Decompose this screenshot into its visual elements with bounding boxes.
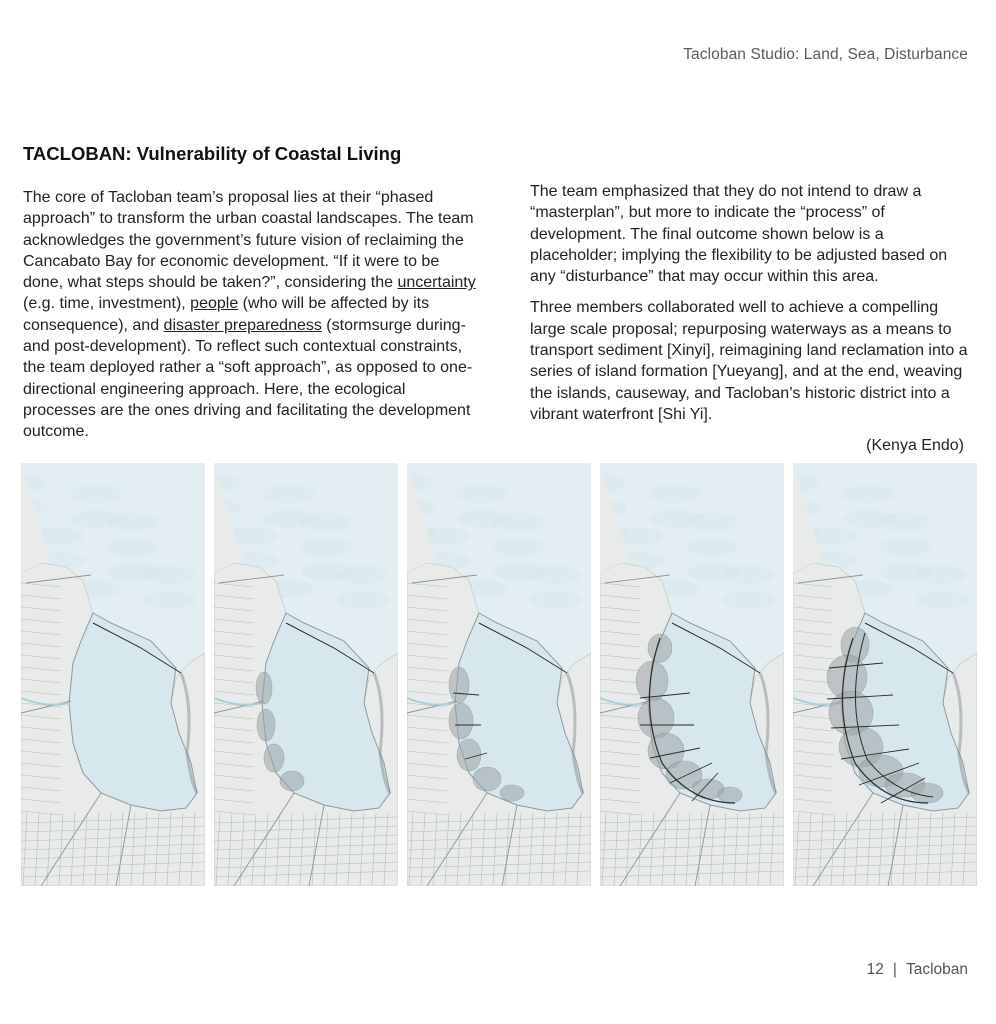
uncertainty-term: uncertainty bbox=[397, 274, 476, 292]
phase-map-1 bbox=[21, 463, 205, 886]
page-number: 12 bbox=[866, 961, 884, 978]
right-paragraph-1: The team emphasized that they do not intend to draw a “masterplan”, but more to indicate the “process” of development. The final outcome shown below is a placeholder; implying the flexibility to be adjusted based on any “disturbance” that may occur within this area. bbox=[530, 183, 948, 286]
text-span: (e.g. time, investment), bbox=[23, 295, 191, 313]
section-name: Tacloban bbox=[905, 961, 968, 978]
author-credit: (Kenya Endo) bbox=[866, 437, 964, 455]
right-paragraph-2: Three members collaborated well to achieve a compelling large scale proposal; repurposing waterways as a means to transport sediment [Xinyi], reimagining land reclamation into a series of island formation [Yueyang], and at the end, weaving the islands, causeway, and Tacloban’s historic district into a vibrant waterfront [Shi Yi]. bbox=[530, 299, 968, 423]
running-header: Tacloban Studio: Land, Sea, Disturbance bbox=[683, 46, 968, 63]
left-paragraph bbox=[23, 187, 478, 443]
text-span: (stormsurge during- and post-development). To reflect such contextual constraints, the team deployed rather a “soft approach”, as opposed to one-directional engineering approach. Here, the ecological processes are the ones driving and facilitating the development outcome. bbox=[23, 316, 473, 441]
left-column bbox=[23, 187, 478, 443]
text-span: (who will be affected by its consequence), and bbox=[23, 295, 430, 334]
phase-map-strip bbox=[21, 463, 977, 886]
footer-separator: | bbox=[892, 961, 897, 978]
page-footer bbox=[867, 961, 968, 979]
disaster-preparedness-term: disaster preparedness bbox=[163, 316, 322, 334]
phase-map-2 bbox=[214, 463, 398, 886]
right-column bbox=[530, 181, 970, 457]
text-span: The core of Tacloban team’s proposal lies at their “phased approach” to transform the urban coastal landscapes. The team acknowledges the government’s future vision of reclaiming the Cancabato Bay for economic development. “If it were to be done, what steps should be taken?”, considering the bbox=[23, 189, 474, 292]
phase-map-3 bbox=[407, 463, 591, 886]
phase-map-4 bbox=[600, 463, 784, 886]
article-title: TACLOBAN: Vulnerability of Coastal Living bbox=[23, 143, 402, 164]
people-term: people bbox=[190, 295, 239, 313]
phase-map-5 bbox=[793, 463, 977, 886]
